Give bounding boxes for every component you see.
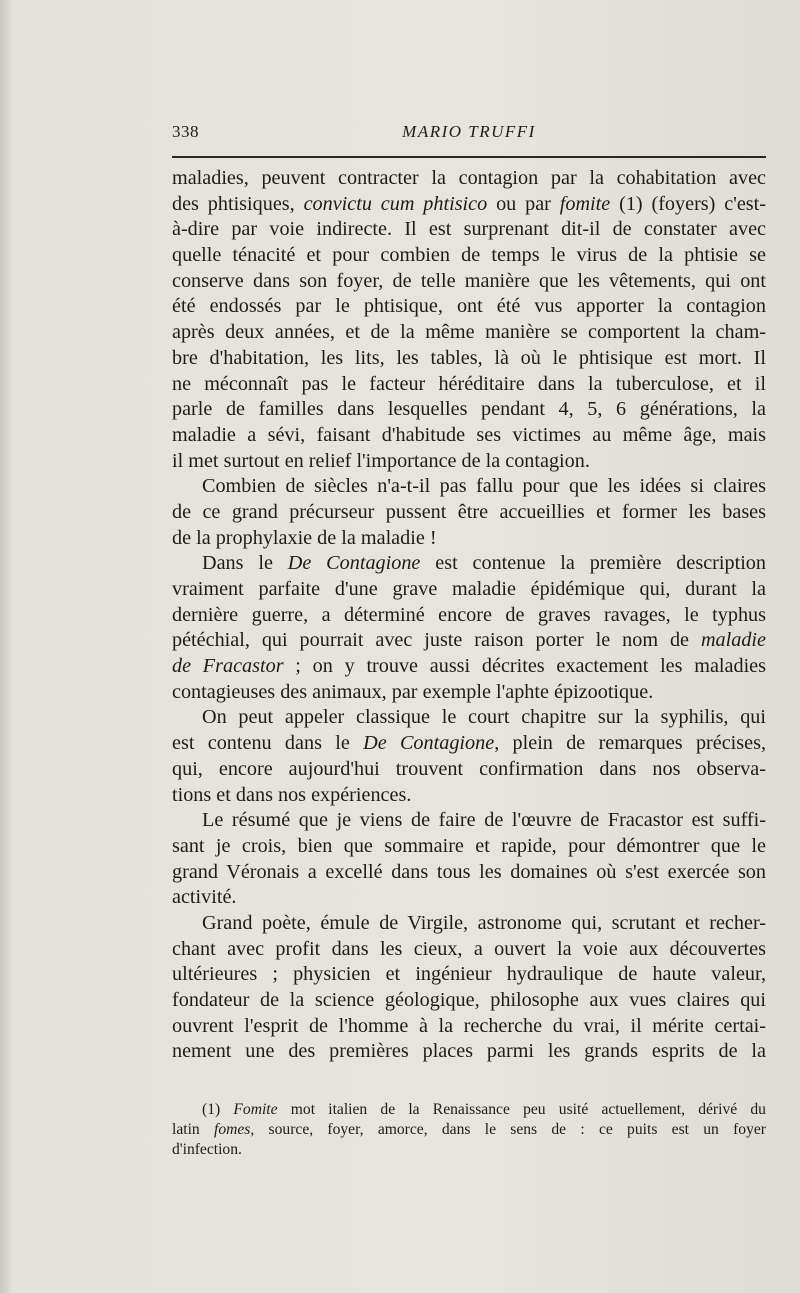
body-line	[172, 705, 766, 731]
body-line	[172, 860, 766, 886]
text-run: après deux années, et de la même manière se comportent la cham-	[172, 321, 766, 344]
footnote-line	[172, 1140, 766, 1160]
text-run: bre d'habitation, les lits, les tables, là où le phtisique est mort. Il	[172, 346, 766, 369]
text-run: maladies, peuvent contracter la contagion par la cohabitation avec	[172, 167, 766, 189]
running-head: MARIO TRUFFI	[402, 122, 536, 141]
body-line	[172, 526, 766, 552]
body-line	[172, 577, 766, 603]
text-run: Le résumé que je viens de faire de l'œuvre de Fracastor est suffi-	[202, 809, 766, 832]
text-run: , source, foyer, amorce, dans le sens de : ce puits est un foyer	[250, 1121, 766, 1138]
body-line	[172, 937, 766, 963]
body-line	[172, 320, 766, 346]
text-run: ouvrent l'esprit de l'homme à la recherche du vrai, il mérite certai-	[172, 1014, 766, 1037]
body-line	[172, 449, 766, 475]
body-text	[172, 166, 766, 1065]
body-line	[172, 731, 766, 757]
body-line	[172, 603, 766, 629]
text-run: fondateur de la science géologique, philosophe aux vues claires qui	[172, 989, 766, 1011]
body-line	[172, 423, 766, 449]
text-run: maladie a sévi, faisant d'habitude ses victimes au même âge, mais	[172, 423, 766, 446]
text-run: à-dire par voie indirecte. Il est surprenant dit-il de constater avec	[172, 218, 766, 241]
text-run: On peut appeler classique le court chapitre sur la syphilis, qui	[202, 706, 766, 729]
text-run: grand Véronais a excellé dans tous les domaines où s'est exercée son	[172, 860, 766, 883]
text-run: latin	[172, 1121, 214, 1138]
text-run: parle de familles dans lesquelles pendant 4, 5, 6 générations, la	[172, 398, 766, 421]
text-run: ne méconnaît pas le facteur héréditaire dans la tuberculose, et il	[172, 372, 766, 395]
text-run: d'infection.	[172, 1141, 242, 1158]
text-run: qui, encore aujourd'hui trouvent confirmation dans nos observa-	[172, 757, 766, 780]
body-line	[172, 243, 766, 269]
body-line	[172, 500, 766, 526]
text-run: chant avec profit dans les cieux, a ouvert la voie aux découvertes	[172, 937, 766, 960]
footnote-line	[172, 1100, 766, 1120]
body-line	[172, 654, 766, 680]
text-run: sant je crois, bien que sommaire et rapide, pour démontrer que le	[172, 834, 766, 857]
text-run: de la prophylaxie de la maladie !	[172, 526, 437, 549]
italic-text: maladie	[700, 629, 766, 652]
body-line	[172, 911, 766, 937]
italic-text: fomes	[213, 1121, 251, 1138]
page-header	[172, 122, 766, 152]
header-rule	[172, 156, 766, 158]
text-run: activité.	[172, 886, 237, 909]
text-run: (1) (foyers) c'est-	[610, 192, 766, 215]
text-run: été endossés par le phtisique, ont été vus apporter la contagion	[172, 295, 766, 318]
text-run: est contenue la première description	[420, 552, 766, 575]
body-line	[172, 885, 766, 911]
text-run: Dans le	[202, 552, 288, 575]
body-line	[172, 217, 766, 243]
text-run: conserve dans son foyer, de telle manière que les vêtements, qui ont	[172, 269, 766, 292]
body-line	[172, 346, 766, 372]
body-line	[172, 834, 766, 860]
text-run: ; on y trouve aussi décrites exactement les maladies	[283, 655, 766, 678]
text-run: (1)	[202, 1101, 234, 1118]
body-line	[172, 474, 766, 500]
body-line	[172, 294, 766, 320]
text-run: quelle ténacité et pour combien de temps le virus de la phtisie se	[172, 244, 766, 267]
italic-text: fomite	[559, 192, 611, 215]
text-run: tions et dans nos expériences.	[172, 783, 412, 806]
italic-text: Fomite	[233, 1101, 278, 1118]
italic-text: de Fracastor	[172, 655, 284, 678]
text-run: pétéchial, qui pourrait avec juste raison porter le nom de	[172, 629, 701, 652]
body-line	[172, 808, 766, 834]
text-run: des phtisiques,	[172, 192, 304, 215]
text-run: , plein de remarques précises,	[494, 732, 766, 755]
body-line	[172, 757, 766, 783]
text-run: vraiment parfaite d'une grave maladie épidémique qui, durant la	[172, 578, 766, 600]
text-run: ultérieures ; physicien et ingénieur hydraulique de haute valeur,	[172, 963, 766, 986]
body-line	[172, 962, 766, 988]
page-gutter	[0, 0, 10, 1293]
body-line	[172, 783, 766, 809]
page-number: 338	[172, 122, 199, 141]
body-line	[172, 628, 766, 654]
text-run: ou par	[487, 192, 560, 215]
text-run: nement une des premières places parmi les grands esprits de la	[172, 1040, 766, 1063]
text-run: il met surtout en relief l'importance de la contagion.	[172, 449, 590, 472]
text-run: Combien de siècles n'a-t-il pas fallu pour que les idées si claires	[202, 475, 766, 498]
body-line	[172, 372, 766, 398]
body-line	[172, 1039, 766, 1065]
body-line	[172, 397, 766, 423]
italic-text: convictu cum phtisico	[303, 192, 488, 215]
text-run: contagieuses des animaux, par exemple l'aphte épizootique.	[172, 680, 654, 703]
italic-text: De Contagione	[287, 552, 421, 575]
body-line	[172, 988, 766, 1014]
footnote-line	[172, 1120, 766, 1140]
body-line	[172, 269, 766, 295]
text-run: de ce grand précurseur pussent être accueillies et former les bases	[172, 500, 766, 523]
body-line	[172, 192, 766, 218]
text-run: dernière guerre, a déterminé encore de graves ravages, le typhus	[172, 603, 766, 626]
text-run: mot italien de la Renaissance peu usité actuellement, dérivé du	[277, 1101, 766, 1118]
footnote	[172, 1100, 766, 1160]
text-run: Grand poète, émule de Virgile, astronome qui, scrutant et recher-	[202, 911, 766, 934]
text-run: est contenu dans le	[172, 732, 364, 755]
body-line	[172, 680, 766, 706]
body-line	[172, 551, 766, 577]
body-line	[172, 1014, 766, 1040]
italic-text: De Contagione	[363, 732, 495, 755]
body-line	[172, 166, 766, 192]
